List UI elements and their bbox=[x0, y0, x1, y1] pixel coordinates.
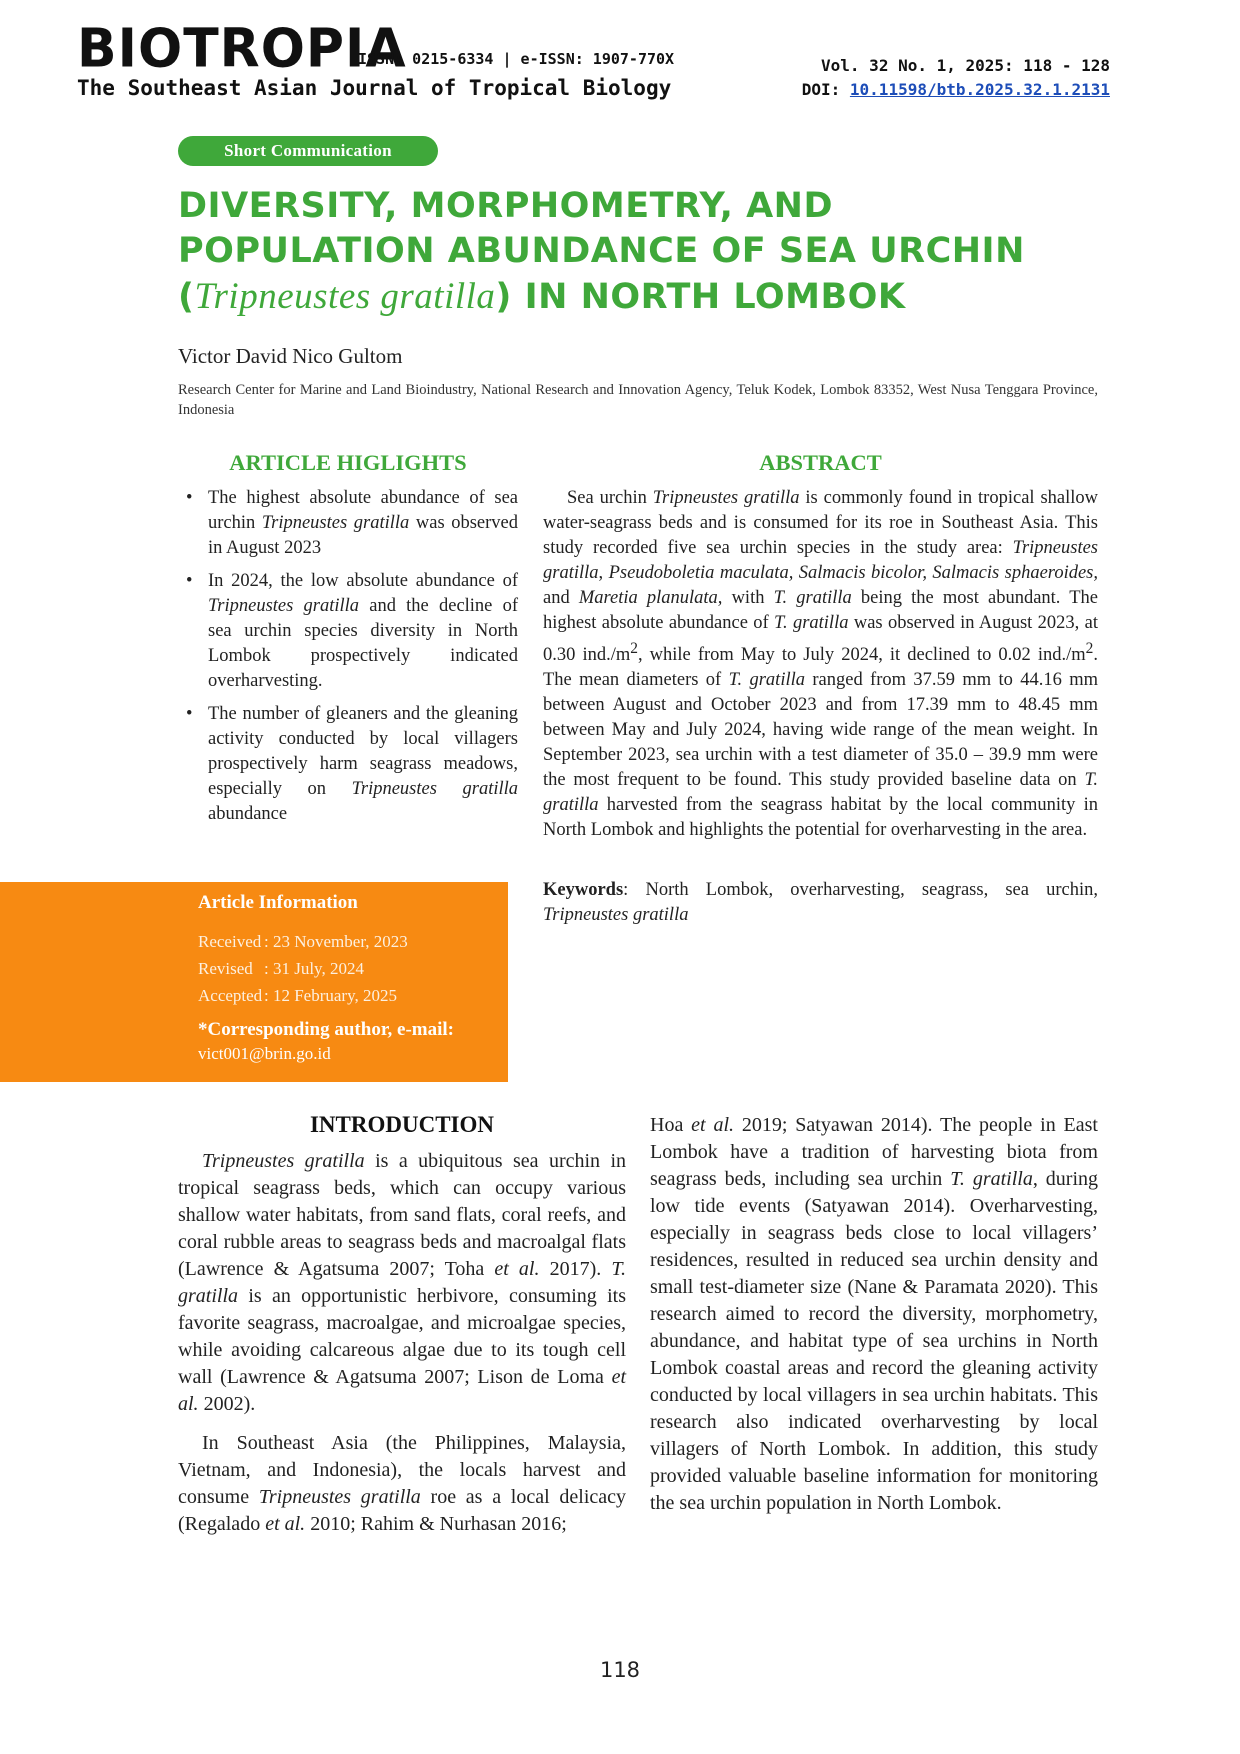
intro-right-column bbox=[650, 1112, 1098, 1529]
doi-label: DOI: bbox=[801, 80, 850, 99]
keywords-species: Tripneustes gratilla bbox=[543, 905, 689, 925]
title-part-2: ) IN NORTH LOMBOK bbox=[495, 277, 906, 317]
highlight-species: Tripneustes gratilla bbox=[351, 779, 519, 799]
article-title bbox=[178, 184, 1098, 320]
issn-text: ISSN: 0215-6334 | e-ISSN: 1907-770X bbox=[358, 50, 675, 68]
highlight-species: Tripneustes gratilla bbox=[261, 513, 410, 533]
revised-date: Revised : 31 July, 2024 bbox=[198, 959, 364, 978]
highlight-text: The highest absolute abundance of sea urchin bbox=[208, 488, 518, 533]
highlight-text: The number of gleaners and the gleaning activity conducted by local villagers prospectively harm seagrass meadows, especially on bbox=[208, 704, 518, 799]
journal-logo: BIOTROPIA bbox=[77, 18, 407, 80]
title-species: Tripneustes gratilla bbox=[194, 276, 496, 317]
intro-paragraph: In Southeast Asia (the Philippines, Malaysia, Vietnam, and Indonesia), the locals harvest and consume Tripneustes gratilla roe as a local delicacy (Regalado et al. 2010; Rahim & Nurhasan 2016; bbox=[178, 1432, 627, 1535]
corresponding-email[interactable]: vict001@brin.go.id bbox=[198, 1044, 331, 1063]
received-date: Received : 23 November, 2023 bbox=[198, 932, 408, 951]
highlights-list bbox=[178, 486, 518, 835]
article-type-badge: Short Communication bbox=[178, 136, 438, 166]
volume-info: Vol. 32 No. 1, 2025: 118 - 128 bbox=[821, 56, 1110, 75]
introduction-heading: INTRODUCTION bbox=[309, 1112, 495, 1137]
highlight-text: abundance bbox=[208, 804, 288, 824]
highlight-item bbox=[178, 702, 518, 827]
abstract-heading: ABSTRACT bbox=[759, 450, 882, 475]
author-affiliation: Research Center for Marine and Land Bioindustry, National Research and Innovation Agency, Teluk Kodek, Lombok 83352, West Nusa Tenggara Province, Indonesia bbox=[178, 382, 1098, 418]
intro-paragraph: Hoa et al. 2019; Satyawan 2014). The people in East Lombok have a tradition of harvesting biota from seagrass beds, including sea urchin T. gratilla, during low tide events (Satyawan 2014). Overharvesting, especially in seagrass beds close to local villagers’ residences, resulted in reduced sea urchin density and small test-diameter size (Nane & Paramata 2020). This research aimed to record the diversity, morphometry, abundance, and habitat type of sea urchins in North Lombok coastal areas and record the gleaning activity conducted by local villagers in sea urchin habitats. This research also indicated overharvesting by local villagers of North Lombok. In addition, this study provided valuable baseline information for monitoring the sea urchin population in North Lombok. bbox=[650, 1114, 1099, 1514]
intro-left-column bbox=[178, 1148, 626, 1550]
keywords-label: Keywords bbox=[543, 880, 624, 900]
corresponding-author-label: *Corresponding author, e-mail: bbox=[198, 1019, 454, 1040]
highlight-item bbox=[178, 569, 518, 694]
highlights-heading: ARTICLE HIGLIGHTS bbox=[229, 450, 467, 475]
highlight-species: Tripneustes gratilla bbox=[208, 596, 360, 616]
abstract-paragraph: Sea urchin Tripneustes gratilla is commonly found in tropical shallow water-seagrass beds and is consumed for its roe in Southeast Asia. This study recorded five sea urchin species in the study area: Tripneustes gratilla, Pseudoboletia maculata, Salmacis bicolor, Salmacis sphaeroides, and Maretia planulata, with T. gratilla being the most abundant. The highest absolute abundance of T. gratilla was observed in August 2023, at 0.30 $ind./m^2$, while from May to July 2024, it declined to 0.02 $ind./m^2$. The mean diameters of T. gratilla ranged from 37.59 mm to 44.16 mm between August and October 2023 and from 17.39 mm to 48.45 mm between May and July 2024, having wide range of the mean weight. In September 2023, sea urchin with a test diameter of 35.0 – 39.9 mm were the most frequent to be found. This study provided baseline data on T. gratilla harvested from the seagrass habitat by the local community in North Lombok and highlights the potential for overharvesting in the area. bbox=[543, 488, 1098, 841]
doi-info bbox=[802, 80, 1110, 99]
highlight-text: and the decline of sea urchin species diversity in North Lombok prospectively indicated overharvesting. bbox=[208, 596, 519, 691]
author-name: Victor David Nico Gultom bbox=[178, 344, 403, 368]
keywords bbox=[543, 878, 1098, 928]
journal-subtitle: The Southeast Asian Journal of Tropical Biology bbox=[77, 76, 672, 100]
highlight-text: was observed in August 2023 bbox=[208, 513, 519, 558]
page-number: 118 bbox=[599, 1658, 641, 1682]
highlight-item bbox=[178, 486, 518, 561]
doi-link[interactable]: 10.11598/btb.2025.32.1.2131 bbox=[849, 80, 1110, 99]
abstract-body bbox=[543, 486, 1098, 843]
article-info-box bbox=[0, 882, 508, 1082]
article-info-heading: Article Information bbox=[198, 892, 358, 913]
intro-paragraph: Tripneustes gratilla is a ubiquitous sea urchin in tropical seagrass beds, which can occupy various shallow water habitats, from sand flats, coral reefs, and coral rubble areas to seagrass beds and macroalgal flats (Lawrence & Agatsuma 2007; Toha et al. 2017). T. gratilla is an opportunistic herbivore, consuming its favorite seagrass, macroalgae, and microalgae species, while avoiding calcareous algae due to its tough cell wall (Lawrence & Agatsuma 2007; Lison de Loma et al. 2002). bbox=[178, 1150, 627, 1415]
highlight-text: In 2024, the low absolute abundance of bbox=[208, 571, 518, 591]
keywords-text: : North Lombok, overharvesting, seagrass, sea urchin, bbox=[623, 880, 1098, 900]
accepted-date: Accepted : 12 February, 2025 bbox=[198, 986, 397, 1005]
title-part-1: DIVERSITY, MORPHOMETRY, AND POPULATION ABUNDANCE OF SEA URCHIN ( bbox=[178, 186, 1025, 317]
